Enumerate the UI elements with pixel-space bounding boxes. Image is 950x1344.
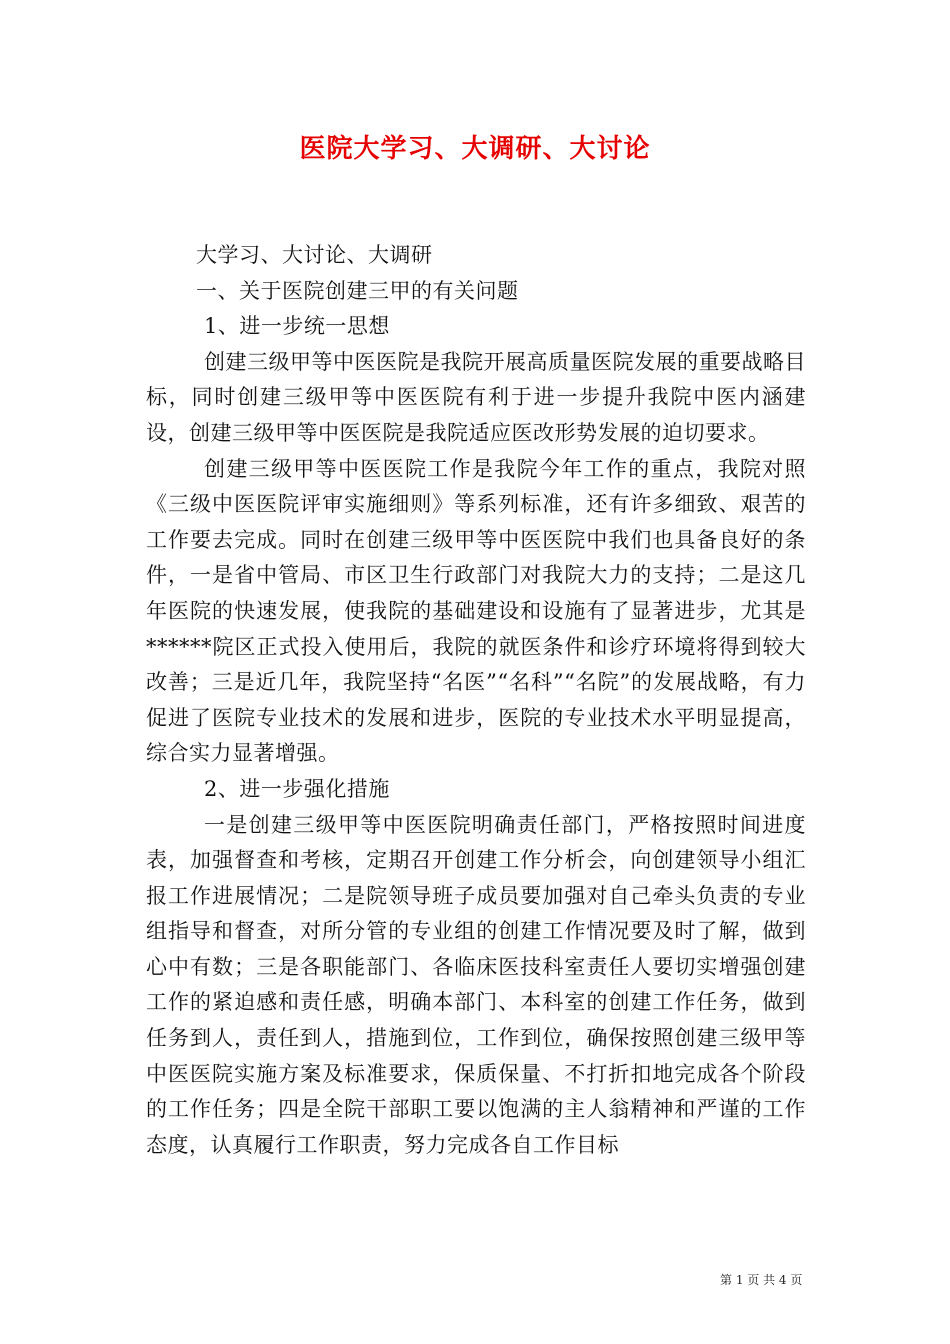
- subtitle: 大学习、大讨论、大调研: [196, 243, 433, 267]
- paragraph: 创建三级甲等中医医院是我院开展高质量医院发展的重要战略目标，同时创建三级甲等中医医院有利于进一步提升我院中医内涵建设，创建三级甲等中医医院是我院适应医改形势发展的迫切要求。: [146, 349, 806, 445]
- paragraph: 创建三级甲等中医医院工作是我院今年工作的重点，我院对照《三级中医医院评审实施细则》等系列标准，还有许多细致、艰苦的工作要去完成。同时在创建三级甲等中医医院中我们也具备良好的条件，一是省中管局、市区卫生行政部门对我院大力的支持；二是这几年医院的快速发展，使我院的基础建设和设施有了显著进步，尤其是******院区正式投入使用后，我院的就医条件和诊疗环境将得到较大改善；三是近几年，我院坚持“名医”“名科”“名院”的发展战略，有力促进了医院专业技术的发展和进步，医院的专业技术水平明显提高，综合实力显著增强。: [146, 456, 806, 766]
- section-heading: 一、关于医院创建三甲的有关问题: [196, 278, 519, 303]
- item-heading: 1、进一步统一思想: [204, 314, 390, 339]
- paragraph: 一是创建三级甲等中医医院明确责任部门，严格按照时间进度表，加强督查和考核，定期召开创建工作分析会，向创建领导小组汇报工作进展情况；二是院领导班子成员要加强对自己牵头负责的专业组指导和督查，对所分管的专业组的创建工作情况要及时了解，做到心中有数；三是各职能部门、各临床医技科室责任人要切实增强创建工作的紧迫感和责任感，明确本部门、本科室的创建工作任务，做到任务到人，责任到人，措施到位，工作到位，确保按照创建三级甲等中医医院实施方案及标准要求，保质保量、不打折扣地完成各个阶段的工作任务；四是全院干部职工要以饱满的主人翁精神和严谨的工作态度，认真履行工作职责，努力完成各自工作目标: [146, 812, 806, 1157]
- document-title: 医院大学习、大调研、大讨论: [299, 134, 651, 164]
- page-number: 第 1 页 共 4 页: [720, 1273, 803, 1287]
- document-body: [146, 238, 806, 1163]
- item-heading: 2、进一步强化措施: [204, 776, 390, 801]
